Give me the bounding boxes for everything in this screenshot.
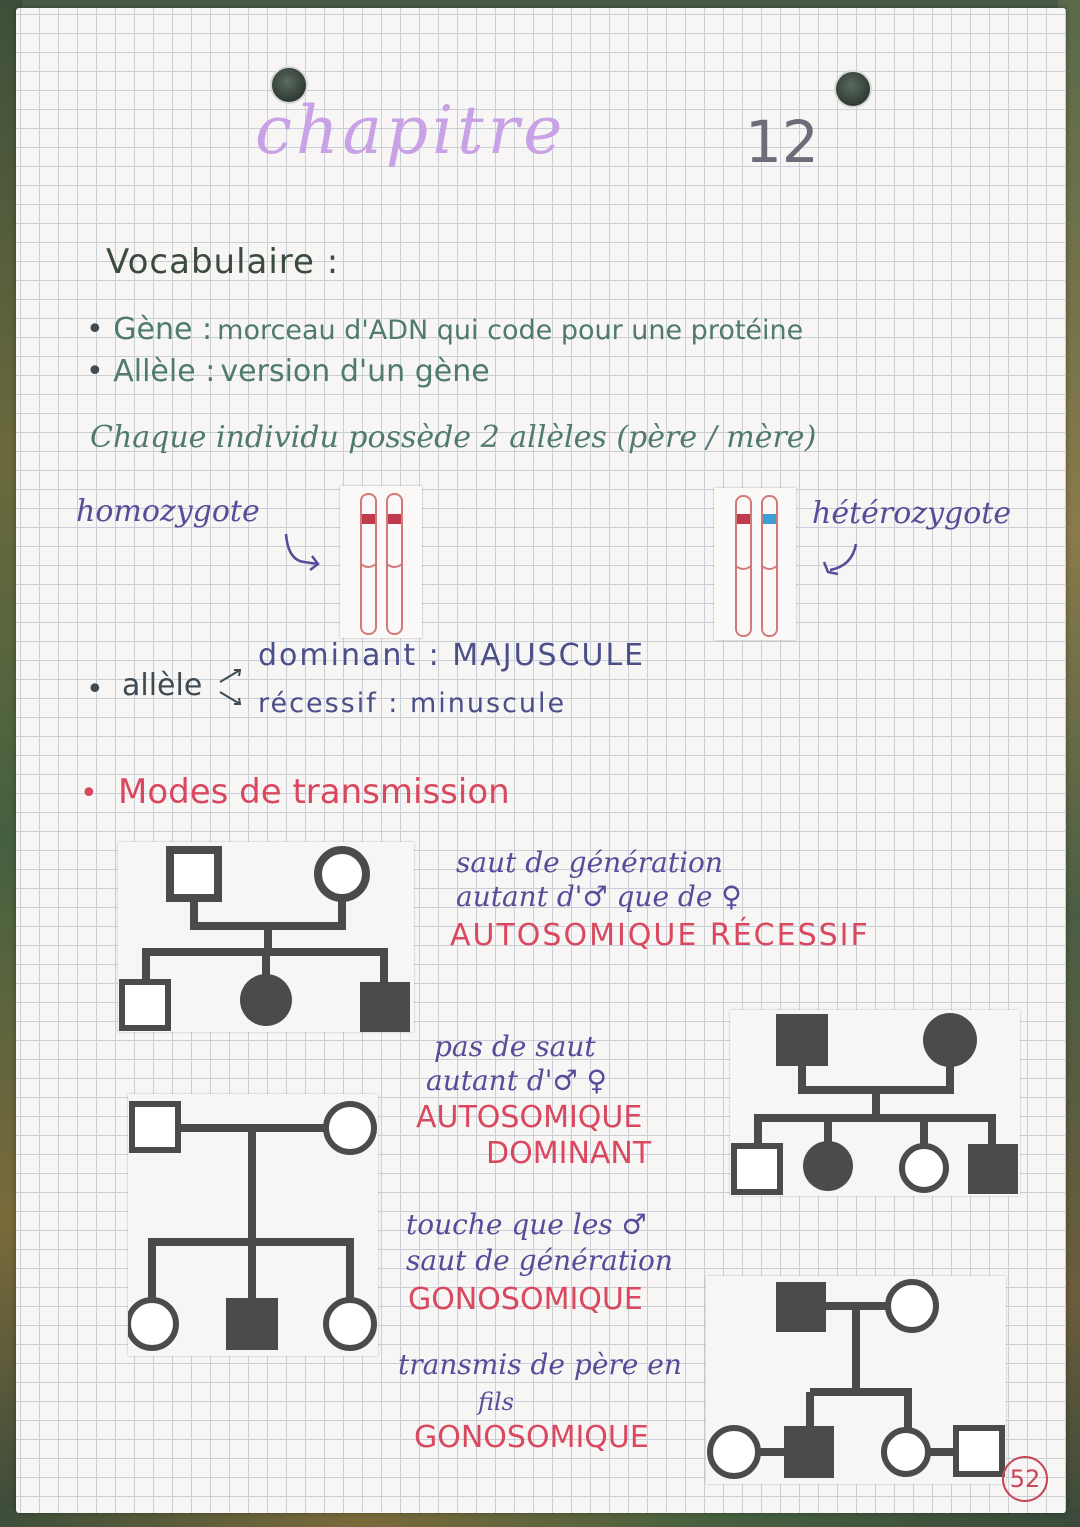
chromosome-pair-heterozygote <box>714 488 796 640</box>
pedigree1-mode: AUTOSOMIQUE RÉCESSIF <box>450 918 870 953</box>
chapter-title: chapitre <box>255 92 567 169</box>
bullet: • <box>86 354 114 389</box>
pedigree-autosomal-dominant <box>730 1010 1020 1196</box>
pedigree4-line2: fils <box>478 1388 514 1416</box>
pedigree2-mode-line2: DOMINANT <box>486 1136 652 1171</box>
allele-label: allèle <box>122 668 203 703</box>
branch-arrows-icon <box>214 664 248 710</box>
pedigree2-mode-line1: AUTOSOMIQUE <box>416 1100 643 1135</box>
vocab-item-gene <box>86 312 803 347</box>
chromosome-pair-homozygote <box>340 486 422 638</box>
allele-term: Allèle : <box>113 354 216 389</box>
allele-definition: version d'un gène <box>220 354 490 389</box>
pedigree4-mode: GONOSOMIQUE <box>414 1420 649 1455</box>
arrow-icon <box>816 540 862 582</box>
gene-term: Gène : <box>113 312 213 347</box>
allele-bullet: • <box>86 672 104 707</box>
alleles-note: Chaque individu possède 2 allèles (père / mère) <box>90 420 817 455</box>
heterozygote-label: hétérozygote <box>812 496 1012 531</box>
bullet: • <box>86 312 114 347</box>
chapter-number: 12 <box>745 108 819 176</box>
pedigree3-line1: touche que les ♂ <box>406 1208 647 1241</box>
pedigree1-line1: saut de génération <box>456 846 723 879</box>
pedigree2-line2: autant d'♂ ♀ <box>426 1064 607 1097</box>
homozygote-label: homozygote <box>76 494 260 529</box>
vocab-item-allele <box>86 354 490 389</box>
page-number: 52 <box>1002 1456 1048 1502</box>
modes-bullet: • <box>80 776 98 811</box>
pedigree4-line1: transmis de père en <box>398 1348 682 1381</box>
pedigree-gonosomal-males <box>128 1094 378 1356</box>
pedigree-gonosomal-father-son <box>706 1276 1006 1484</box>
pedigree3-line2: saut de génération <box>406 1244 673 1277</box>
binder-hole-right <box>834 70 872 108</box>
arrow-icon <box>282 530 322 574</box>
modes-heading: Modes de transmission <box>118 772 510 812</box>
pedigree-autosomal-recessive <box>118 842 414 1032</box>
pedigree1-line2: autant d'♂ que de ♀ <box>456 880 742 913</box>
vocabulary-heading: Vocabulaire : <box>106 242 340 282</box>
dominant-rule: dominant : MAJUSCULE <box>258 638 646 673</box>
recessive-rule: récessif : minuscule <box>258 688 567 719</box>
gene-definition: morceau d'ADN qui code pour une protéine <box>217 315 804 346</box>
pedigree2-line1: pas de saut <box>434 1030 596 1063</box>
pedigree3-mode: GONOSOMIQUE <box>408 1282 643 1317</box>
